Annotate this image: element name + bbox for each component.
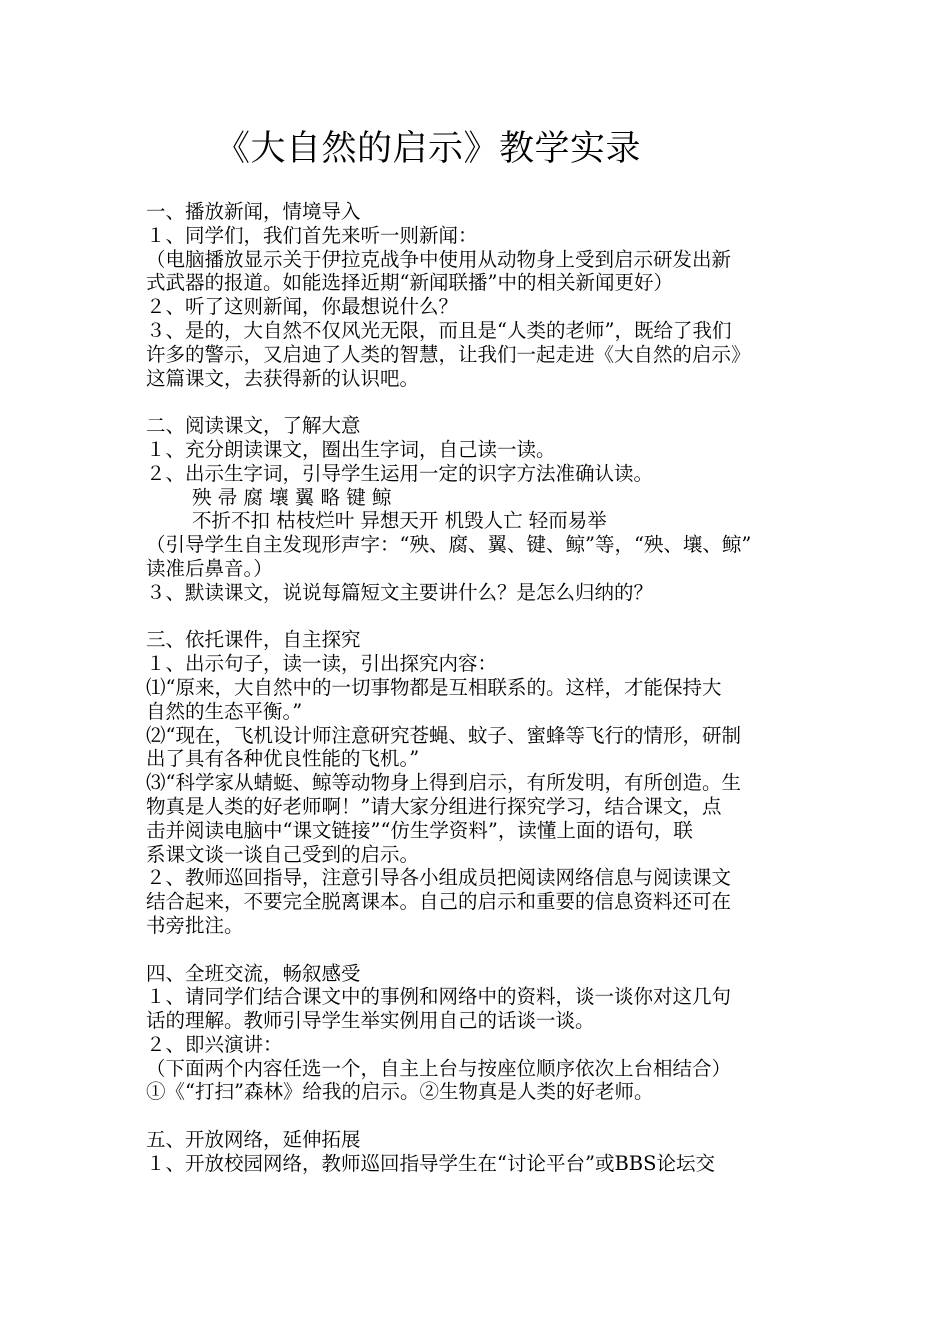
text-line: 书旁批注。 — [146, 913, 244, 937]
text-line: 系课文谈一谈自己受到的启示。 — [146, 842, 420, 866]
text-line: 不折不扣 枯枝烂叶 异想天开 机毁人亡 轻而易举 — [192, 509, 607, 533]
text-line: ２、出示生字词，引导学生运用一定的识字方法准确认读。 — [146, 461, 654, 485]
text-line: ３、是的，大自然不仅风光无限，而且是“人类的老师”，既给了我们 — [146, 318, 732, 342]
text-line: 读准后鼻音。） — [146, 556, 273, 580]
text-line: 殃 帚 腐 壤 翼 略 键 鲸 — [192, 485, 392, 509]
text-line: （下面两个内容任选一个，自主上台与按座位顺序依次上台相结合） — [146, 1056, 732, 1080]
text-line: 物真是人类的好老师啊！”请大家分组进行探究学习，结合课文，点 — [146, 794, 722, 818]
text-line: ３、默读课文，说说每篇短文主要讲什么？是怎么归纳的？ — [146, 580, 654, 604]
text-line: （电脑播放显示关于伊拉克战争中使用从动物身上受到启示研发出新 — [146, 247, 732, 271]
blank-line — [146, 605, 816, 629]
text-line: 结合起来，不要完全脱离课本。自己的启示和重要的信息资料还可在 — [146, 890, 732, 914]
text-line: ⑴“原来，大自然中的一切事物都是互相联系的。这样，才能保持大 — [146, 675, 722, 699]
text-line: 五、开放网络，延伸拓展 — [146, 1128, 361, 1152]
text-line: 式武器的报道。如能选择近期“新闻联播”中的相关新闻更好） — [146, 271, 673, 295]
text-line: 击并阅读电脑中“课文链接”“仿生学资料”，读懂上面的语句，联 — [146, 818, 693, 842]
text-line: 四、全班交流，畅叙感受 — [146, 961, 361, 985]
text-line: １、请同学们结合课文中的事例和网络中的资料，谈一谈你对这几句 — [146, 985, 732, 1009]
document-body — [146, 200, 816, 1176]
text-line: １、开放校园网络，教师巡回指导学生在“讨论平台”或BBS论坛交 — [146, 1151, 715, 1175]
text-line: ２、听了这则新闻，你最想说什么？ — [146, 295, 459, 319]
blank-line — [146, 390, 816, 414]
text-line: ２、即兴演讲： — [146, 1032, 283, 1056]
document-title: 《大自然的启示》教学实录 — [215, 129, 642, 169]
text-line: １、充分朗读课文，圈出生字词，自己读一读。 — [146, 437, 556, 461]
text-line: 一、播放新闻，情境导入 — [146, 200, 361, 223]
text-line: ①《“打扫”森林》给我的启示。②生物真是人类的好老师。 — [146, 1080, 654, 1104]
text-line: １、出示句子，读一读，引出探究内容： — [146, 652, 498, 676]
blank-line — [146, 938, 816, 962]
text-line: 话的理解。教师引导学生举实例用自己的话谈一谈。 — [146, 1009, 595, 1033]
text-line: 出了具有各种优良性能的飞机。” — [146, 747, 420, 771]
text-line: （引导学生自主发现形声字：“殃、腐、翼、键、鲸”等，“殃、壤、鲸” — [146, 533, 752, 557]
text-line: ⑵“现在，飞机设计师注意研究苍蝇、蚊子、蜜蜂等飞行的情形，研制 — [146, 723, 741, 747]
text-line: 二、阅读课文，了解大意 — [146, 414, 361, 438]
blank-line — [146, 1104, 816, 1128]
text-line: 自然的生态平衡。” — [146, 699, 303, 723]
text-line: 三、依托课件，自主探究 — [146, 628, 361, 652]
text-line: 许多的警示，又启迪了人类的智慧，让我们一起走进《大自然的启示》 — [146, 342, 751, 366]
text-line: ⑶“科学家从蜻蜓、鲸等动物身上得到启示，有所发明，有所创造。生 — [146, 771, 741, 795]
text-line: １、同学们，我们首先来听一则新闻： — [146, 223, 478, 247]
text-line: ２、教师巡回指导，注意引导各小组成员把阅读网络信息与阅读课文 — [146, 866, 732, 890]
text-line: 这篇课文，去获得新的认识吧。 — [146, 366, 420, 390]
